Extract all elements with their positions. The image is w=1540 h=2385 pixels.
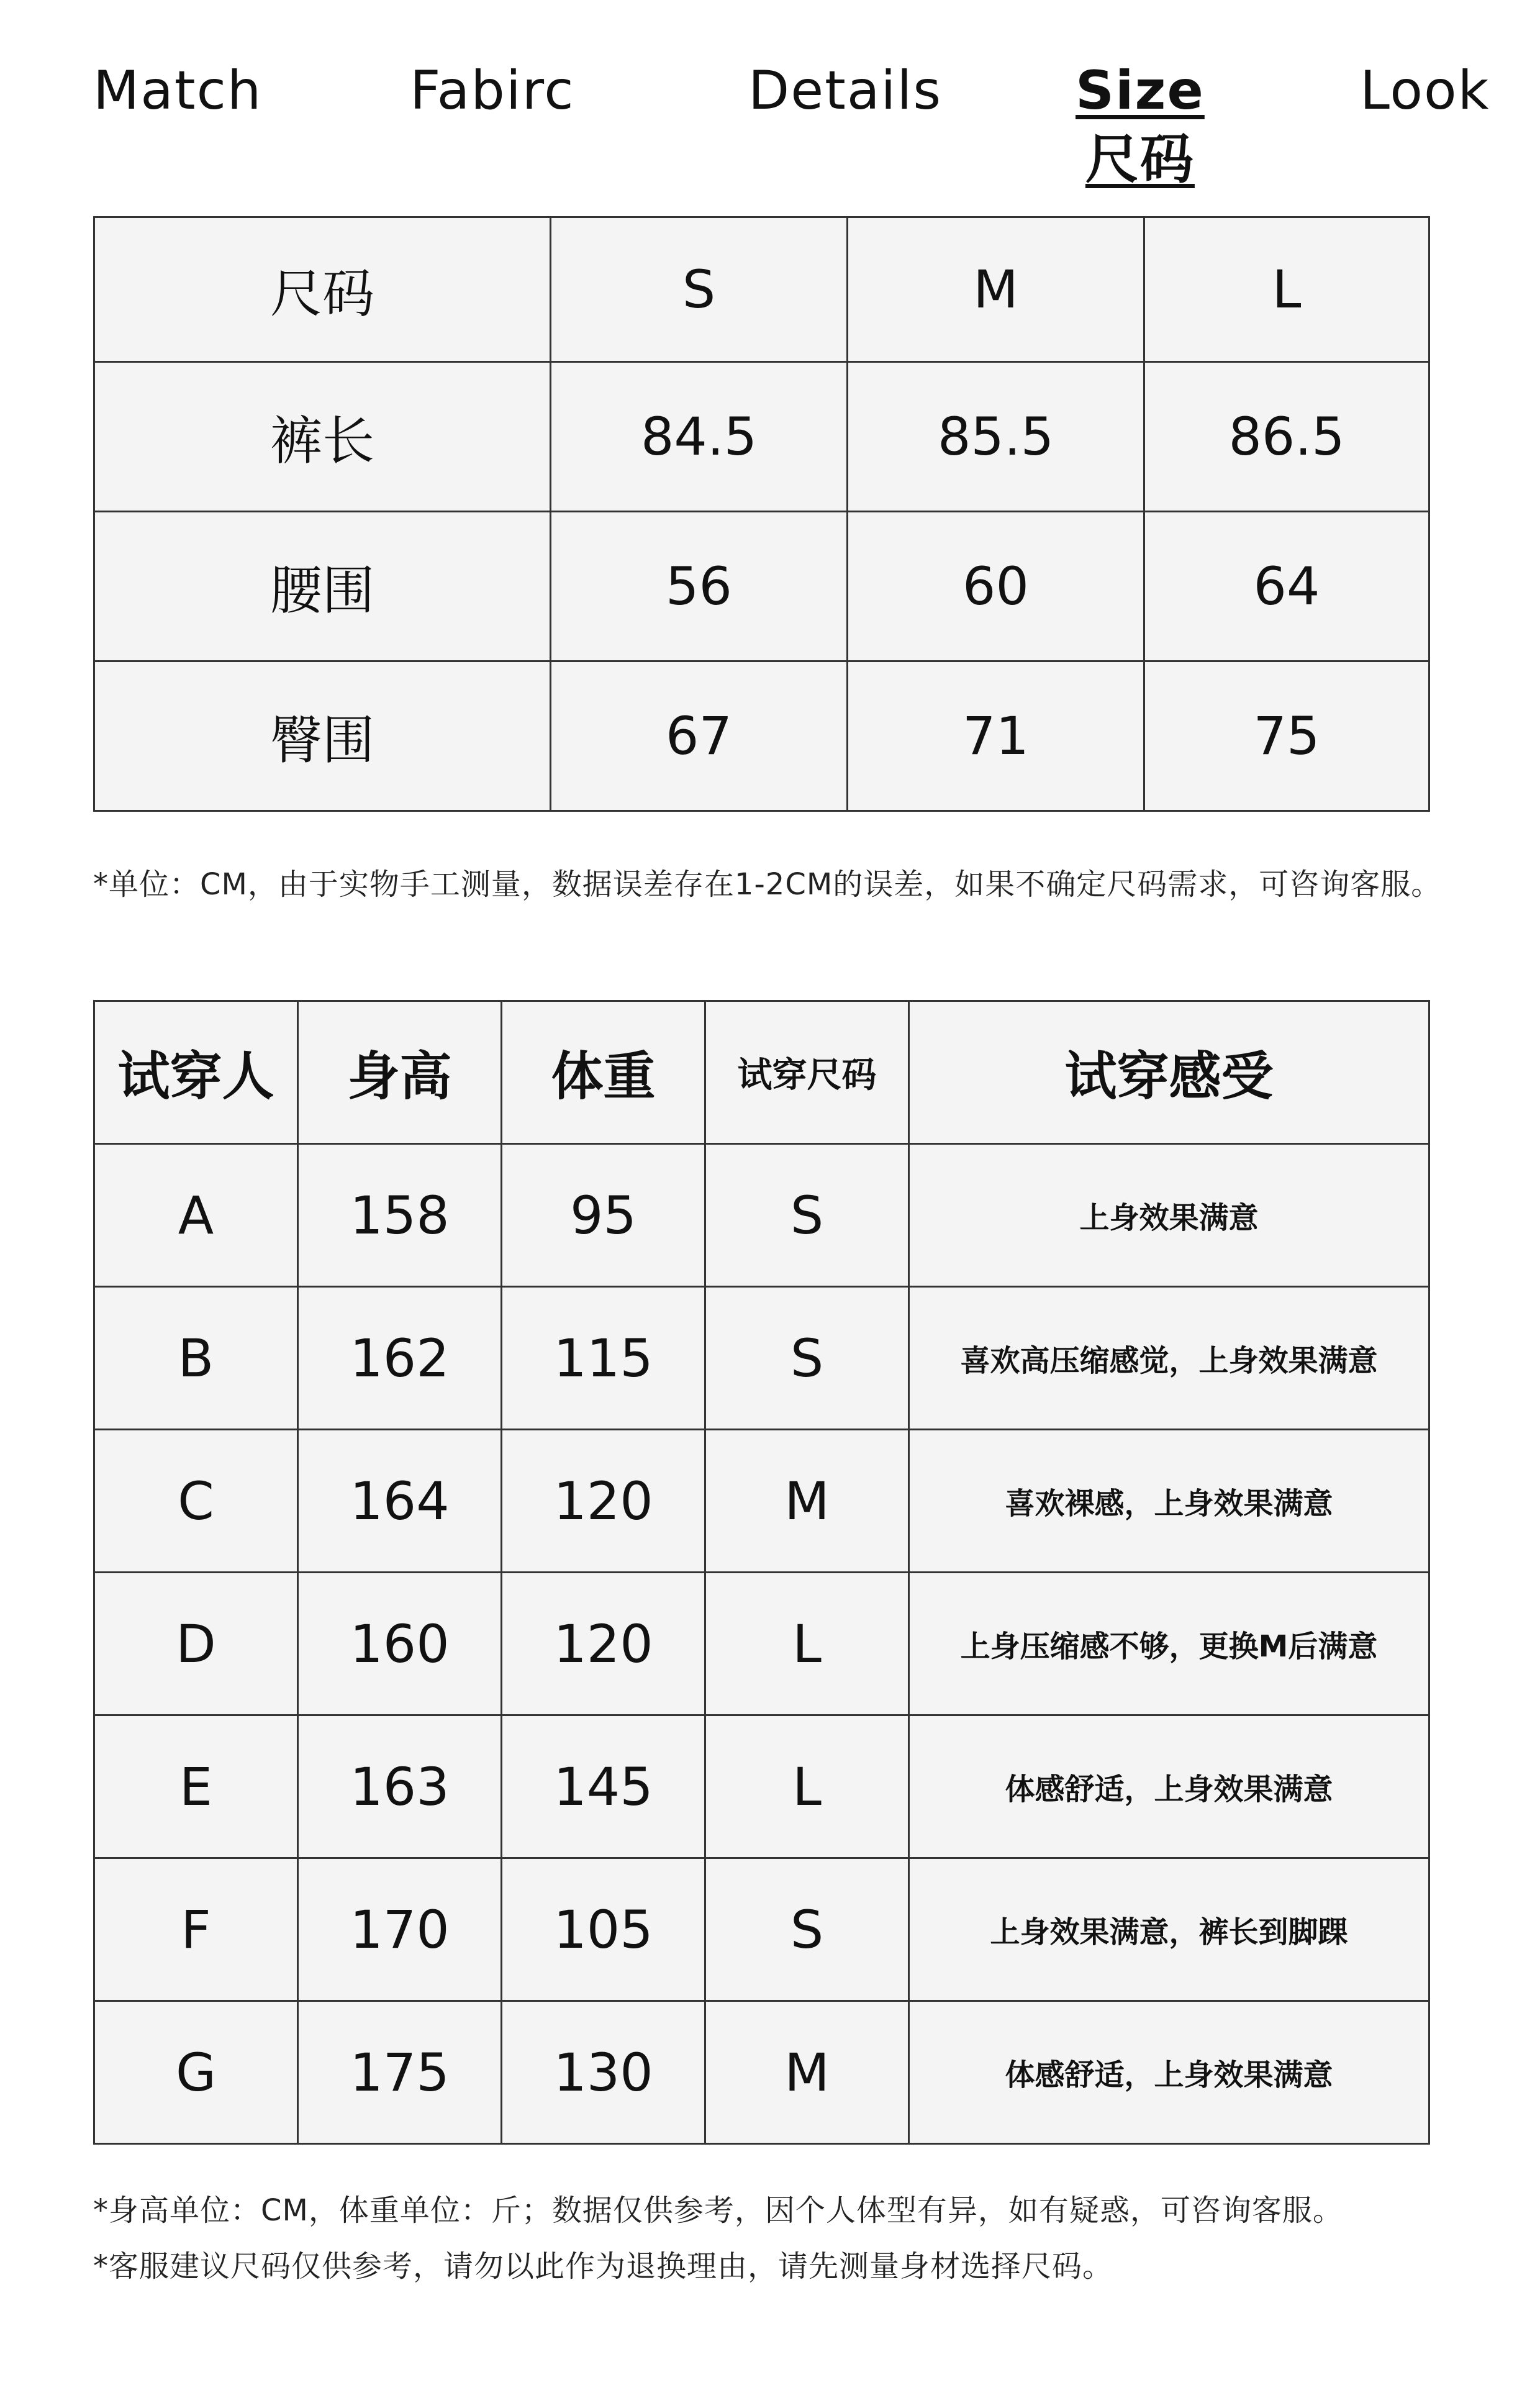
table-cell: 上身效果满意，裤长到脚踝 [909, 1858, 1429, 2001]
header-cell: 体重 [502, 1001, 705, 1144]
table-row [94, 512, 1429, 661]
row-label: 臀围 [94, 661, 551, 811]
table-cell: 喜欢裸感，上身效果满意 [909, 1430, 1429, 1573]
table-cell: F [94, 1858, 298, 2001]
table-cell: 163 [298, 1715, 502, 1858]
header-cell: 试穿感受 [909, 1001, 1429, 1144]
table-cell: 85.5 [848, 362, 1144, 512]
table-cell: 145 [502, 1715, 705, 1858]
table-cell: C [94, 1430, 298, 1573]
table-cell: 84.5 [551, 362, 848, 512]
header-cell: M [848, 217, 1144, 362]
size-table [93, 216, 1430, 812]
header-cell: L [1144, 217, 1429, 362]
tab-match[interactable]: Match [93, 60, 263, 122]
footnote-disclaimer: *客服建议尺码仅供参考，请勿以此作为退换理由，请先测量身材选择尺码。 [93, 2249, 1113, 2284]
table-cell: 75 [1144, 661, 1429, 811]
section-nav [93, 59, 1490, 208]
table-cell: 67 [551, 661, 848, 811]
table-cell: S [705, 1858, 909, 2001]
table-cell: 体感舒适，上身效果满意 [909, 2001, 1429, 2144]
header-cell: 试穿人 [94, 1001, 298, 1144]
fitting-table-header [94, 1001, 1429, 1144]
table-cell: D [94, 1573, 298, 1715]
table-row [94, 1858, 1429, 2001]
table-cell: G [94, 2001, 298, 2144]
header-cell: S [551, 217, 848, 362]
tab-size-sublabel: 尺码 [1085, 129, 1195, 191]
table-row [94, 1287, 1429, 1430]
table-cell: 120 [502, 1573, 705, 1715]
table-cell: 60 [848, 512, 1144, 661]
tab-size-label: Size [1076, 60, 1205, 122]
table-cell: 105 [502, 1858, 705, 2001]
table-cell: A [94, 1144, 298, 1287]
header-cell: 身高 [298, 1001, 502, 1144]
table-cell: 上身压缩感不够，更换M后满意 [909, 1573, 1429, 1715]
table-cell: M [705, 1430, 909, 1573]
table-cell: 160 [298, 1573, 502, 1715]
table-cell: 95 [502, 1144, 705, 1287]
table-cell: 120 [502, 1430, 705, 1573]
header-cell: 尺码 [94, 217, 551, 362]
footnote-units: *身高单位：CM，体重单位：斤；数据仅供参考，因个人体型有异，如有疑惑，可咨询客服。 [93, 2193, 1343, 2228]
table-cell: S [705, 1144, 909, 1287]
table-cell: 56 [551, 512, 848, 661]
table-cell: S [705, 1287, 909, 1430]
table-cell: 175 [298, 2001, 502, 2144]
tab-fabric[interactable]: Fabirc [410, 60, 575, 122]
row-label: 腰围 [94, 512, 551, 661]
table-cell: 164 [298, 1430, 502, 1573]
table-cell: 115 [502, 1287, 705, 1430]
table-row [94, 1715, 1429, 1858]
tab-size[interactable] [1076, 59, 1205, 192]
table-cell: E [94, 1715, 298, 1858]
table-cell: 喜欢高压缩感觉，上身效果满意 [909, 1287, 1429, 1430]
table-cell: 上身效果满意 [909, 1144, 1429, 1287]
table-cell: 71 [848, 661, 1144, 811]
table-cell: 162 [298, 1287, 502, 1430]
table-row [94, 1573, 1429, 1715]
table-cell: M [705, 2001, 909, 2144]
table-cell: 86.5 [1144, 362, 1429, 512]
table-cell: 130 [502, 2001, 705, 2144]
table-row [94, 1430, 1429, 1573]
header-cell: 试穿尺码 [705, 1001, 909, 1144]
fitting-table [93, 1000, 1430, 2145]
tab-look[interactable]: Look [1360, 60, 1490, 122]
table-row [94, 661, 1429, 811]
table-cell: 64 [1144, 512, 1429, 661]
row-label: 裤长 [94, 362, 551, 512]
tab-details[interactable]: Details [748, 60, 943, 122]
table-cell: L [705, 1715, 909, 1858]
table-row [94, 362, 1429, 512]
table-cell: 体感舒适，上身效果满意 [909, 1715, 1429, 1858]
table-cell: L [705, 1573, 909, 1715]
size-note: *单位：CM，由于实物手工测量，数据误差存在1-2CM的误差，如果不确定尺码需求，可咨询客服。 [93, 867, 1442, 902]
table-cell: 170 [298, 1858, 502, 2001]
table-row [94, 2001, 1429, 2144]
table-cell: 158 [298, 1144, 502, 1287]
size-table-header [94, 217, 1429, 362]
table-row [94, 1144, 1429, 1287]
table-cell: B [94, 1287, 298, 1430]
